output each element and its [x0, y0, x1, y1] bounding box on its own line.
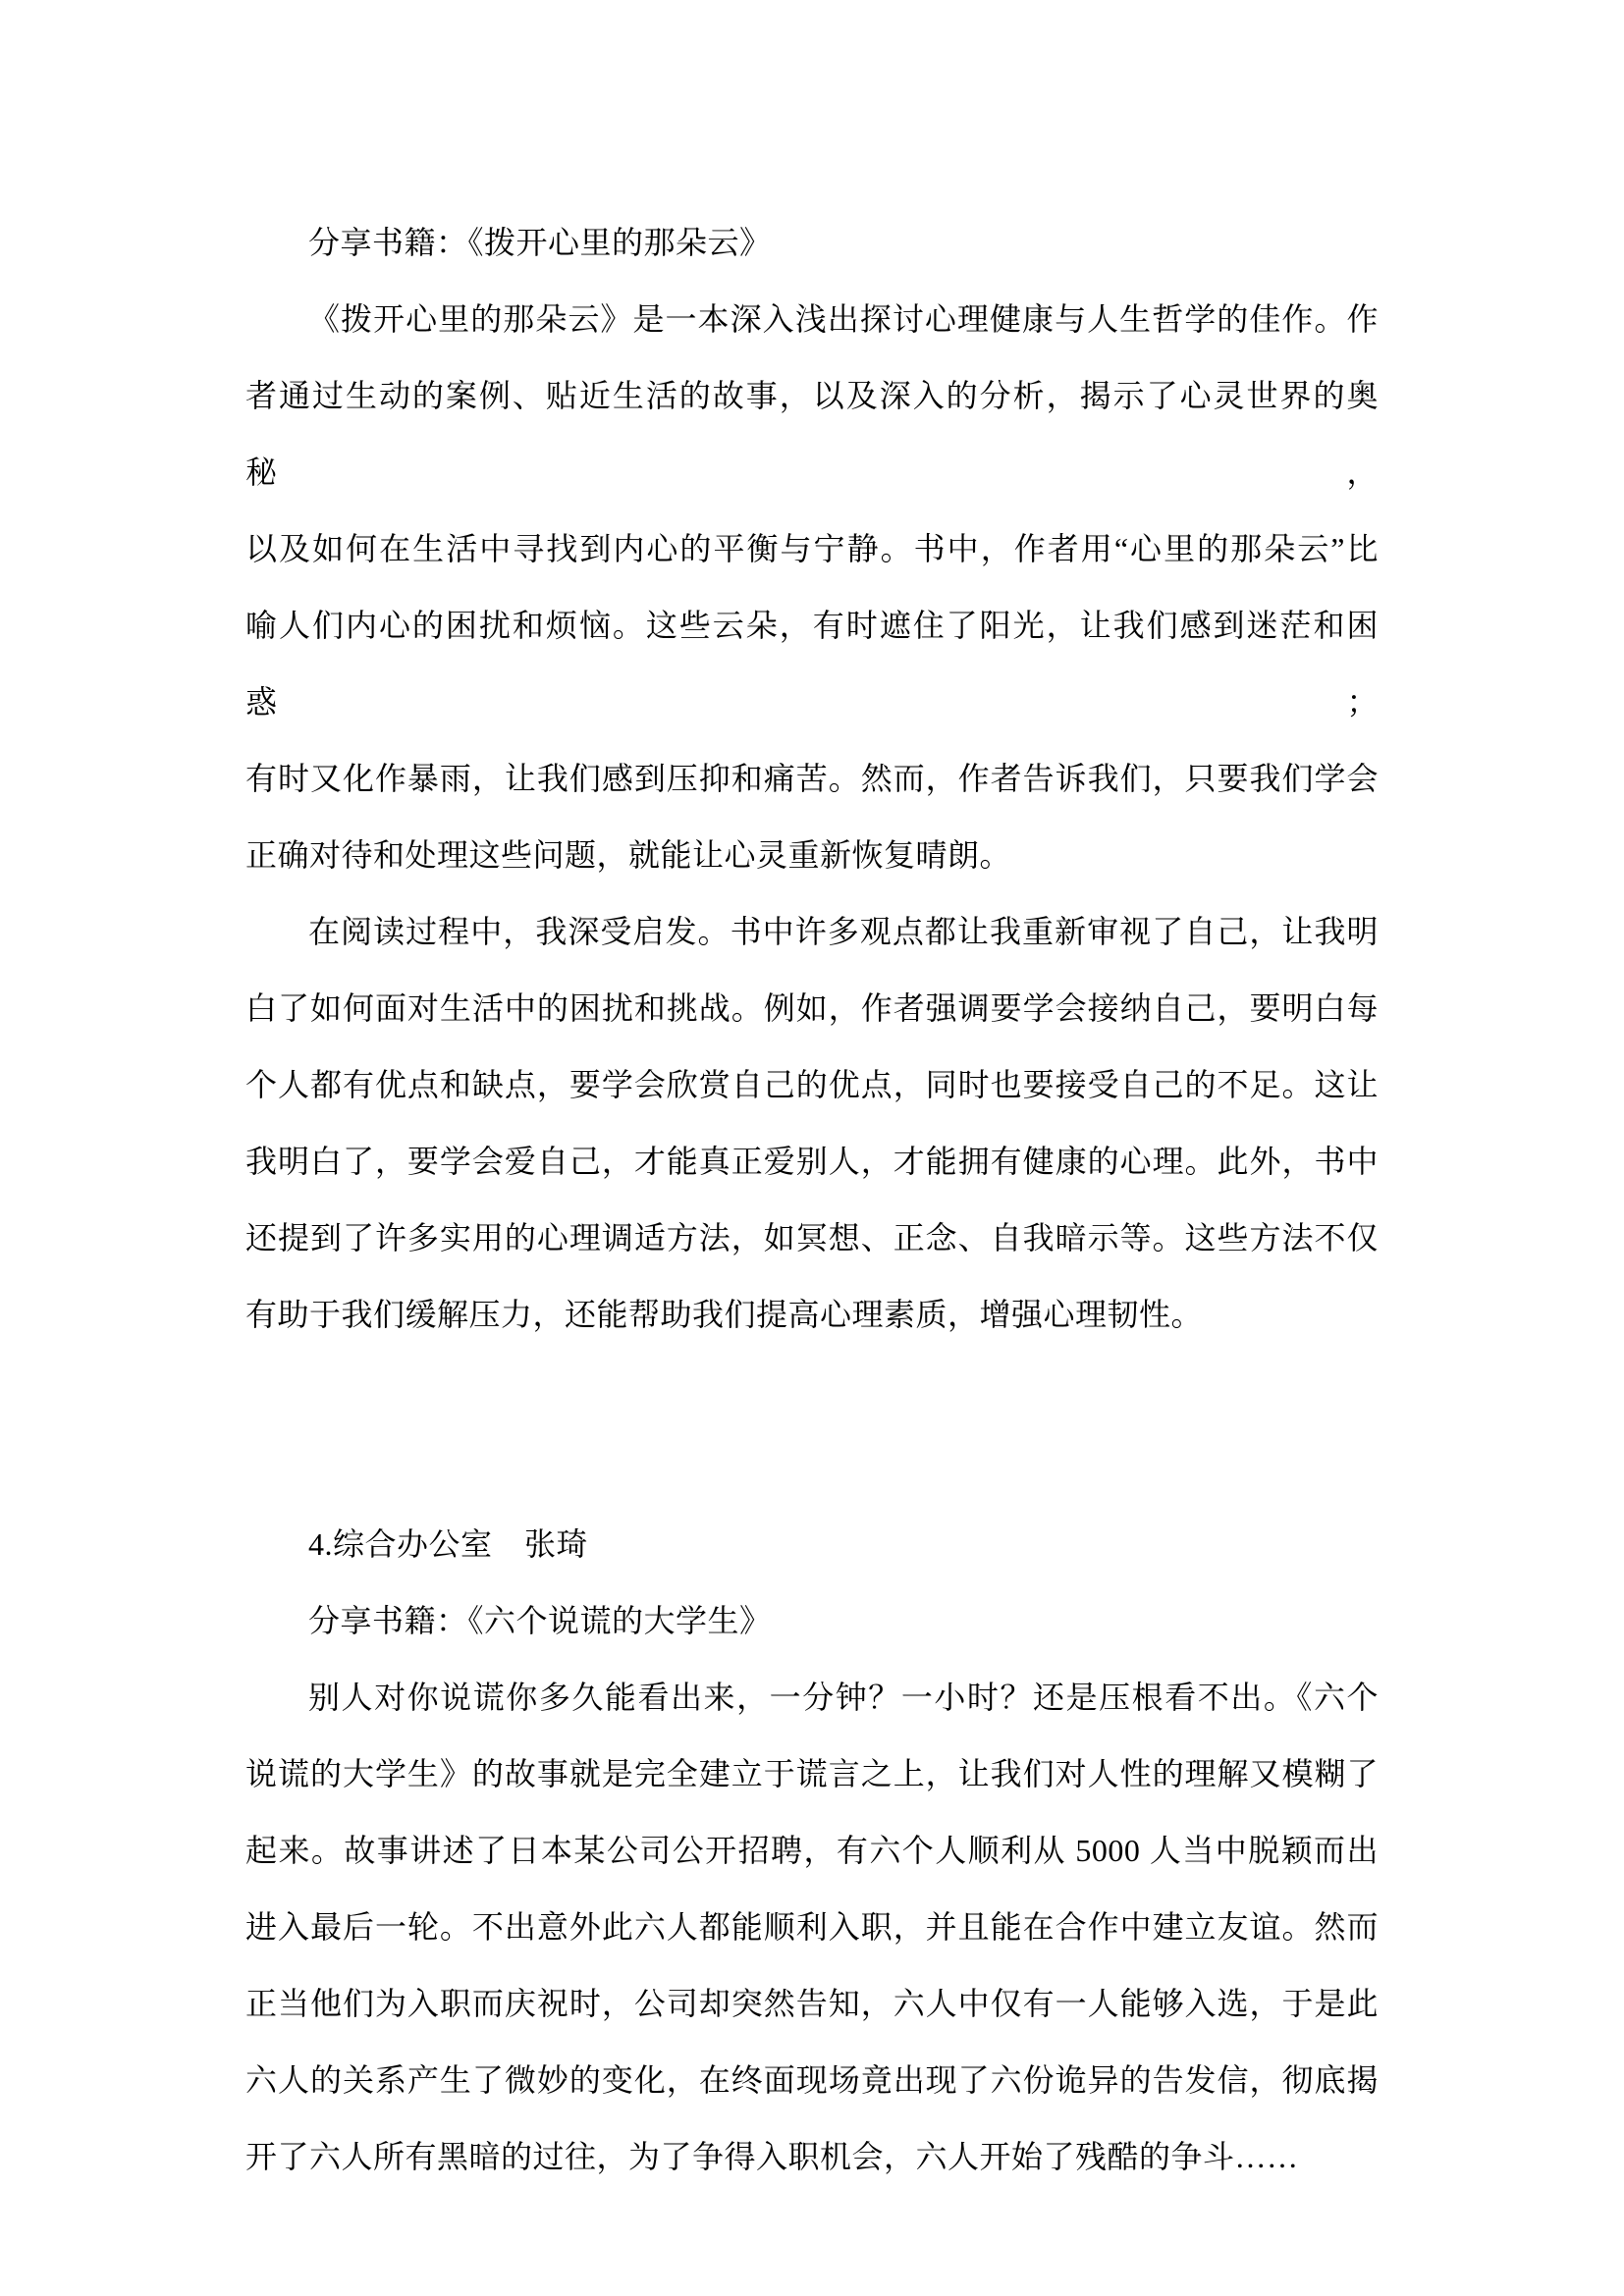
- paragraph-line: 个人都有优点和缺点，要学会欣赏自己的优点，同时也要接受自己的不足。这让: [245, 1067, 1379, 1102]
- book-share-title-line: 分享书籍：《拨开心里的那朵云》: [308, 225, 772, 260]
- paragraph-line: 说谎的大学生》的故事就是完全建立于谎言之上，让我们对人性的理解又模糊了: [245, 1756, 1379, 1791]
- paragraph-line: 别人对你说谎你多久能看出来，一分钟？一小时？还是压根看不出。《六个: [308, 1680, 1379, 1715]
- paragraph-line: 六人的关系产生了微妙的变化，在终面现场竟出现了六份诡异的告发信，彻底揭: [245, 2062, 1379, 2098]
- paragraph-line: 进入最后一轮。不出意外此六人都能顺利入职，并且能在合作中建立友谊。然而: [245, 1909, 1379, 1945]
- paragraph-line: 以及如何在生活中寻找到内心的平衡与宁静。书中，作者用“心里的那朵云”比: [245, 531, 1379, 566]
- paragraph-line: 在阅读过程中，我深受启发。书中许多观点都让我重新审视了自己，让我明: [308, 914, 1379, 949]
- paragraph-line: 有时又化作暴雨，让我们感到压抑和痛苦。然而，作者告诉我们，只要我们学会: [245, 761, 1379, 796]
- book-share-title-line: 分享书籍：《六个说谎的大学生》: [308, 1603, 772, 1638]
- paragraph-line: 有助于我们缓解压力，还能帮助我们提高心理素质，增强心理韧性。: [245, 1297, 1204, 1332]
- document-text-block: [245, 204, 1379, 2195]
- paragraph-line: 我明白了，要学会爱自己，才能真正爱别人，才能拥有健康的心理。此外，书中: [245, 1144, 1379, 1179]
- paragraph-line: 开了六人所有黑暗的过往，为了争得入职机会，六人开始了残酷的争斗……: [245, 2139, 1299, 2174]
- section-header-line: 4.综合办公室 张琦: [308, 1526, 589, 1562]
- paragraph-line: 者通过生动的案例、贴近生活的故事，以及深入的分析，揭示了心灵世界的奥秘，: [245, 378, 1379, 490]
- paragraph-line: 正确对待和处理这些问题，就能让心灵重新恢复晴朗。: [245, 837, 1012, 873]
- paragraph-line: 还提到了许多实用的心理调适方法，如冥想、正念、自我暗示等。这些方法不仅: [245, 1220, 1379, 1255]
- paragraph-line: 《拨开心里的那朵云》是一本深入浅出探讨心理健康与人生哲学的佳作。作: [308, 301, 1379, 337]
- paragraph-line: 喻人们内心的困扰和烦恼。这些云朵，有时遮住了阳光，让我们感到迷茫和困惑；: [245, 608, 1379, 720]
- paragraph-line: 正当他们为入职而庆祝时，公司却突然告知，六人中仅有一人能够入选，于是此: [245, 1986, 1379, 2021]
- paragraph-line: 起来。故事讲述了日本某公司公开招聘，有六个人顺利从 5000 人当中脱颖而出: [245, 1833, 1379, 1868]
- paragraph-line: 白了如何面对生活中的困扰和挑战。例如，作者强调要学会接纳自己，要明白每: [245, 990, 1379, 1026]
